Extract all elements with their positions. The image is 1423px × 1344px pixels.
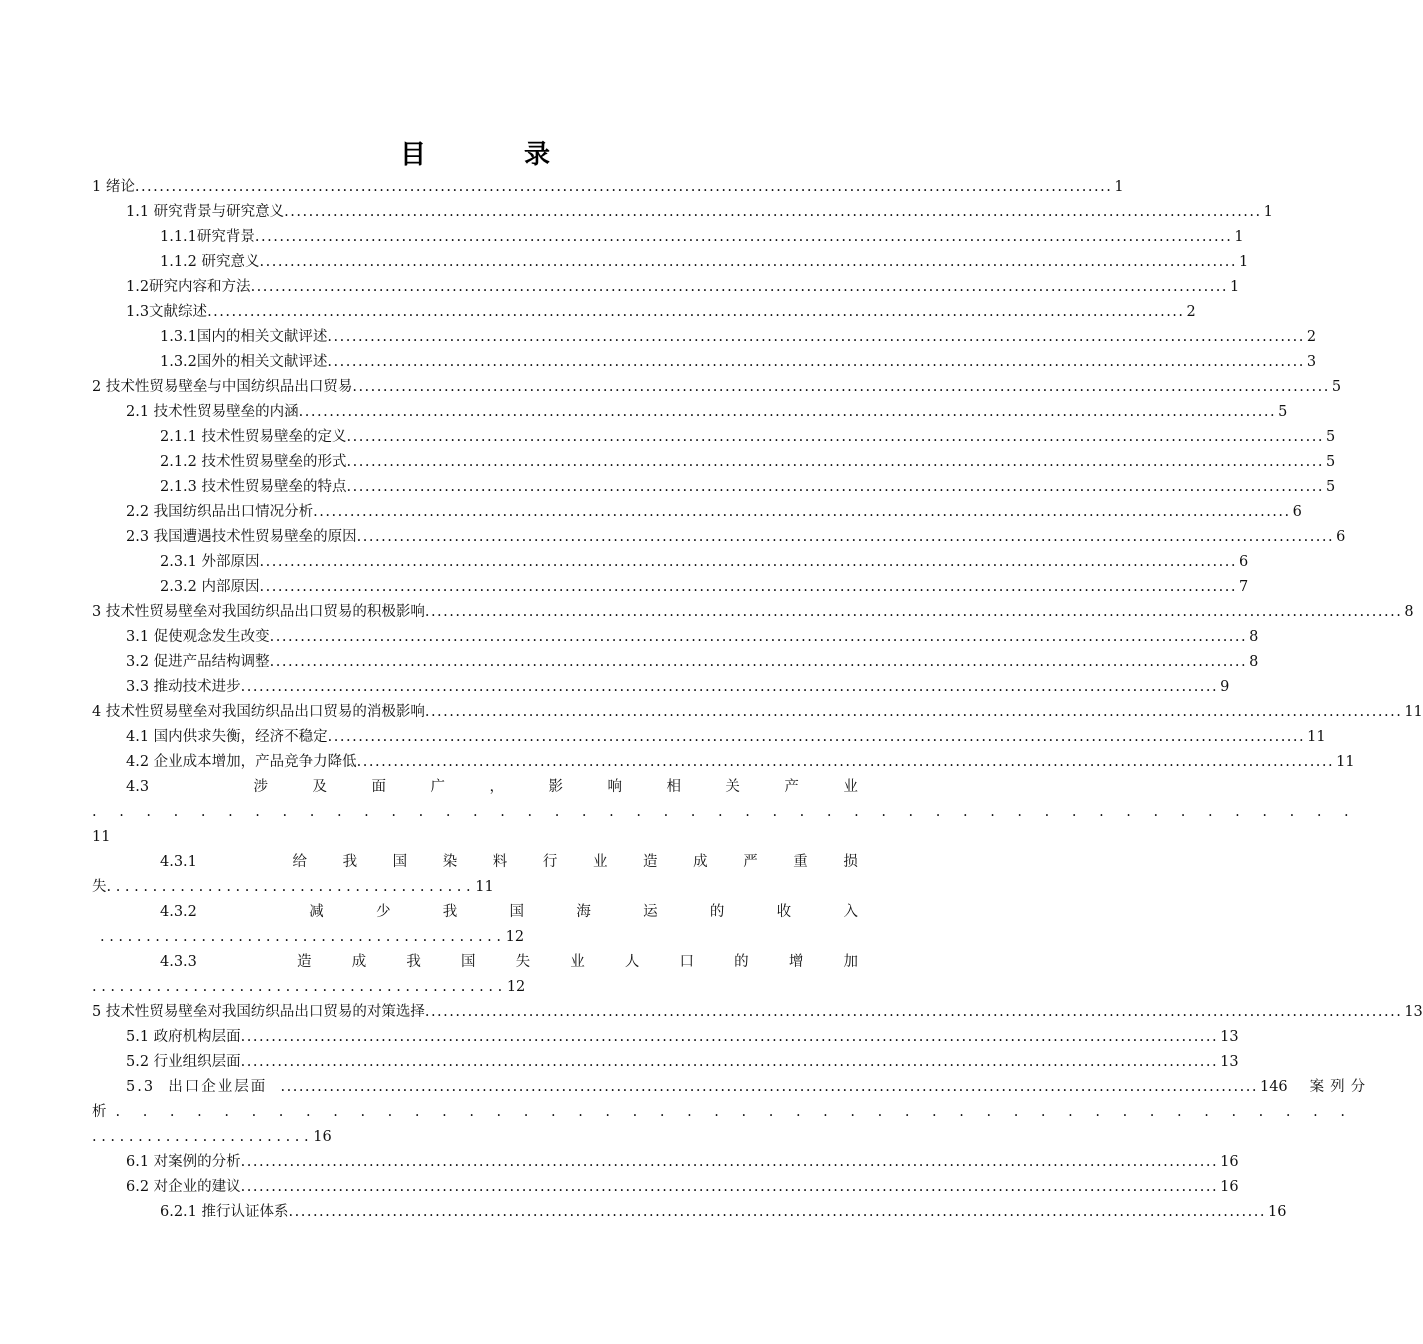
toc-entry-title: 4.2 企业成本增加，产品竞争力降低: [126, 754, 357, 770]
toc-entry-title: 6.2 对企业的建议: [126, 1179, 241, 1195]
toc-entry[interactable]: [126, 1175, 1239, 1200]
toc-page-number: 5: [1278, 404, 1288, 420]
toc-entry-title: 2.1.2 技术性贸易壁垒的形式: [160, 454, 347, 470]
toc-entry-char: 成: [693, 854, 708, 870]
toc-entry-number: 4.3.3: [160, 954, 197, 970]
toc-entry-char: 严: [743, 854, 758, 870]
toc-entry[interactable]: [92, 600, 1414, 625]
toc-entry-title: 1.3.1国内的相关文献评述: [160, 329, 328, 345]
toc-entry-char: 入: [843, 904, 858, 920]
toc-entry[interactable]: [160, 325, 1317, 350]
toc-entry[interactable]: [126, 200, 1273, 225]
toc-page-number: 16: [1220, 1179, 1239, 1195]
toc-entry-char: 相: [666, 779, 681, 795]
toc-page-number: 11: [1404, 704, 1423, 720]
toc-leader-dots: [241, 1050, 1218, 1075]
toc-entry-char: 给: [292, 854, 307, 870]
toc-page-number: 5: [1331, 379, 1342, 395]
toc-entry-title: 5.3 出口企业层面: [126, 1079, 281, 1095]
toc-entry-char: 人: [624, 954, 640, 970]
toc-entry-title: 3.2 促进产品结构调整: [126, 654, 270, 670]
toc-entry-title: 案列分: [1309, 1079, 1372, 1095]
toc-leader-dots: [241, 1175, 1218, 1200]
toc-entry-title: 6.1 对案例的分析: [126, 1154, 241, 1170]
toc-entry-number: 4.3: [126, 779, 150, 795]
toc-entry-char: 加: [843, 954, 858, 970]
toc-leader-dots: [270, 650, 1247, 675]
toc-entry-justified[interactable]: [126, 775, 858, 800]
toc-page-number: 13: [1220, 1054, 1239, 1070]
toc-page-number: 1: [1114, 179, 1124, 195]
toc-page-number: 6: [1336, 529, 1346, 545]
toc-page-number: 8: [1249, 654, 1259, 670]
toc-entry[interactable]: [160, 225, 1244, 250]
toc-entry-char: 广: [430, 779, 445, 795]
toc-page-number: 1: [1230, 279, 1240, 295]
toc-leader-dots: . . . . . . . . . . . . . . . . . . . . . . . . . . . . . . . . . . . . . . . . . . . . . . .: [92, 804, 1358, 820]
toc-entry-title: 1.3文献综述: [126, 304, 208, 320]
toc-page-number: 7: [1238, 579, 1249, 595]
toc-entry-title: 2.3.1 外部原因: [160, 554, 260, 570]
toc-page-number: 13: [1220, 1029, 1239, 1045]
toc-entry-char: 我: [442, 904, 458, 920]
toc-leader-dots: [425, 600, 1402, 625]
toc-entry-title: 1 绪论: [92, 179, 135, 195]
toc-page-number: 3: [1306, 354, 1317, 370]
toc-page-number: 13: [1404, 1004, 1423, 1020]
toc-leader-dots: [241, 675, 1218, 700]
toc-entry[interactable]: [92, 700, 1423, 725]
toc-entry-title: 2.1 技术性贸易壁垒的内涵: [126, 404, 299, 420]
toc-entry-char: 行: [542, 854, 558, 870]
toc-entry-char: 收: [776, 904, 792, 920]
toc-leader-dots: [255, 225, 1232, 250]
toc-page-number: 11: [1336, 754, 1355, 770]
toc-leader-dots: [251, 275, 1228, 300]
toc-entry[interactable]: [126, 275, 1240, 300]
toc-page-number: 11: [1307, 729, 1326, 745]
toc-entry[interactable]: [160, 450, 1336, 475]
toc-page-number: 1: [1263, 204, 1273, 220]
toc-entry-char: 关: [725, 779, 740, 795]
toc-leader-dots: [260, 250, 1237, 275]
toc-leader-dots: [313, 500, 1290, 525]
toc-leader-dots: [347, 425, 1324, 450]
toc-entry-char: 涉: [253, 779, 269, 795]
toc-entry-justified[interactable]: [160, 850, 858, 875]
toc-entry-title: 3.3 推动技术进步: [126, 679, 241, 695]
toc-entry-char: 失: [515, 954, 531, 970]
toc-entry-char: 业: [592, 854, 608, 870]
toc-entry-char: 减: [309, 904, 324, 920]
toc-leader-dots: [260, 550, 1237, 575]
toc-entry-char: 国: [460, 954, 476, 970]
toc-leader-dots: [425, 1000, 1402, 1025]
toc-entry-title: 1.2研究内容和方法: [126, 279, 251, 295]
toc-page-number: 2: [1186, 304, 1196, 320]
toc-page-number: 5: [1325, 429, 1336, 445]
toc-entry-char: 国: [509, 904, 525, 920]
toc-leader-dots: [347, 475, 1324, 500]
toc-entry-tail: . . . . . . . . . . . . . . . . . . . . . . . . 16: [92, 1129, 332, 1145]
toc-entry[interactable]: [126, 650, 1259, 675]
toc-entry-title: 2 技术性贸易壁垒与中国纺织品出口贸易: [92, 379, 353, 395]
toc-entry-title: 2.1.1 技术性贸易壁垒的定义: [160, 429, 347, 445]
toc-entry-title: 1.1.2 研究意义: [160, 254, 260, 270]
toc-leader-dots: [357, 525, 1334, 550]
toc-entry-justified[interactable]: [160, 900, 858, 925]
toc-entry-number: 4.3.1: [160, 854, 197, 870]
toc-entry-tail: 失. . . . . . . . . . . . . . . . . . . . . . . . . . . . . . . . . . . . . . . . 11: [92, 879, 494, 895]
toc-entry-title: 2.2 我国纺织品出口情况分析: [126, 504, 314, 520]
toc-entry[interactable]: [160, 550, 1249, 575]
toc-leader-dots: [281, 1075, 1258, 1100]
toc-entry-number: 4.3.2: [160, 904, 197, 920]
toc-entry-char: 业: [570, 954, 585, 970]
toc-entry[interactable]: [160, 250, 1249, 275]
toc-entry[interactable]: [126, 525, 1346, 550]
toc-entry-title: 1.1.1研究背景: [160, 229, 255, 245]
toc-entry-char: 染: [442, 854, 458, 870]
toc-leader-dots: [347, 450, 1324, 475]
toc-leader-dots: [357, 750, 1334, 775]
toc-entry-title: 2.3 我国遭遇技术性贸易壁垒的原因: [126, 529, 357, 545]
toc-leader-dots: [241, 1150, 1218, 1175]
toc-entry-title: 4 技术性贸易壁垒对我国纺织品出口贸易的消极影响: [92, 704, 425, 720]
toc-leader-dots: [352, 375, 1329, 400]
toc-entry-tail: 析. . . . . . . . . . . . . . . . . . . . . . . . . . . . . . . . . . . . . . . . . . . . . .: [92, 1104, 1354, 1120]
toc-leader-dots: [299, 400, 1276, 425]
toc-leader-dots: [284, 200, 1261, 225]
toc-entry-title: 2.1.3 技术性贸易壁垒的特点: [160, 479, 347, 495]
toc-leader-dots: [260, 575, 1237, 600]
toc-leader-dots: [328, 725, 1305, 750]
toc-page-number: 5: [1325, 479, 1336, 495]
toc-leader-dots: [241, 1025, 1218, 1050]
toc-entry[interactable]: [160, 425, 1336, 450]
toc-entry-char: 少: [375, 904, 391, 920]
toc-entry-title: 5.1 政府机构层面: [126, 1029, 241, 1045]
toc-entry[interactable]: [126, 1025, 1239, 1050]
toc-entry-char: 造: [297, 954, 312, 970]
toc-leader-dots: [207, 300, 1184, 325]
toc-page-number: 5: [1325, 454, 1336, 470]
toc-entry-char: 的: [709, 904, 725, 920]
toc-entry-char: 影: [548, 779, 563, 795]
toc-entry-justified[interactable]: [160, 950, 858, 975]
toc-entry-char: 损: [843, 854, 858, 870]
toc-page-number: 9: [1220, 679, 1230, 695]
toc-entry-title: 4.1 国内供求失衡，经济不稳定: [126, 729, 328, 745]
toc-entry-title: 6.2.1 推行认证体系: [160, 1204, 289, 1220]
toc-entry-char: 业: [843, 779, 858, 795]
toc-leader-dots: [135, 175, 1112, 200]
toc-page-number: 2: [1306, 329, 1317, 345]
toc-entry-title: 3 技术性贸易壁垒对我国纺织品出口贸易的积极影响: [92, 604, 425, 620]
toc-page-number: 6: [1292, 504, 1302, 520]
toc-entry-char: 我: [406, 954, 421, 970]
toc-entry[interactable]: [92, 175, 1124, 200]
toc-entry[interactable]: [126, 725, 1326, 750]
toc-leader-dots: [289, 1200, 1266, 1225]
toc-entry-char: 料: [492, 854, 508, 870]
toc-entry-char: 响: [607, 779, 622, 795]
toc-entry-char: 重: [793, 854, 808, 870]
toc-page-number: 16: [1220, 1154, 1239, 1170]
toc-entry-char: 造: [643, 854, 658, 870]
toc-entry-char: 口: [679, 954, 695, 970]
toc-entry-title: 1.3.2国外的相关文献评述: [160, 354, 328, 370]
toc-title: 目 录: [399, 140, 551, 170]
toc-page-number: 1: [1234, 229, 1244, 245]
toc-page-number: 11: [92, 829, 111, 845]
toc-entry[interactable]: [126, 500, 1302, 525]
toc-entry-title: 3.1 促使观念发生改变: [126, 629, 270, 645]
toc-page-number: 6: [1238, 554, 1249, 570]
toc-entry-char: ，: [489, 779, 504, 795]
toc-entry-char: 海: [576, 904, 591, 920]
toc-entry[interactable]: [126, 1050, 1239, 1075]
toc-leader-dots: [270, 625, 1247, 650]
toc-leader-dots: [327, 350, 1304, 375]
toc-entry[interactable]: [126, 625, 1259, 650]
toc-entry-char: 及: [312, 779, 328, 795]
toc-entry[interactable]: [92, 375, 1342, 400]
toc-entry-char: 国: [392, 854, 408, 870]
toc-entry[interactable]: [160, 350, 1317, 375]
toc-entry-char: 面: [371, 779, 387, 795]
toc-entry-title: 5.2 行业组织层面: [126, 1054, 241, 1070]
toc-page-number: 16: [1267, 1204, 1287, 1220]
toc-entry[interactable]: [160, 475, 1336, 500]
toc-entry-tail: . . . . . . . . . . . . . . . . . . . . . . . . . . . . . . . . . . . . . . . . . . . . 12: [100, 929, 525, 945]
toc-page-number: 8: [1249, 629, 1259, 645]
toc-page-number: 146: [1259, 1079, 1288, 1095]
toc-page-number: 1: [1238, 254, 1249, 270]
toc-entry[interactable]: [160, 1200, 1287, 1225]
toc-entry[interactable]: [126, 1075, 1372, 1100]
toc-entry-char: 的: [734, 954, 749, 970]
toc-entry[interactable]: [126, 300, 1196, 325]
toc-entry-char: 运: [643, 904, 658, 920]
toc-entry-title: 2.3.2 内部原因: [160, 579, 260, 595]
toc-entry-char: 成: [351, 954, 367, 970]
toc-leader-dots: [425, 700, 1402, 725]
toc-entry[interactable]: [126, 400, 1288, 425]
toc-entry[interactable]: [126, 750, 1355, 775]
toc-entry-title: 1.1 研究背景与研究意义: [126, 204, 285, 220]
toc-entry[interactable]: [126, 1150, 1239, 1175]
toc-entry-char: 增: [788, 954, 804, 970]
toc-entry-char: 我: [342, 854, 358, 870]
toc-entry[interactable]: [92, 1000, 1423, 1025]
toc-entry-tail: . . . . . . . . . . . . . . . . . . . . . . . . . . . . . . . . . . . . . . . . . . . . . 12: [92, 979, 526, 995]
toc-leader-dots: [327, 325, 1304, 350]
toc-entry[interactable]: [126, 675, 1230, 700]
toc-entry-char: 产: [784, 779, 799, 795]
toc-entry[interactable]: [160, 575, 1249, 600]
toc-entry-title: 5 技术性贸易壁垒对我国纺织品出口贸易的对策选择: [92, 1004, 425, 1020]
toc-page-number: 8: [1404, 604, 1414, 620]
